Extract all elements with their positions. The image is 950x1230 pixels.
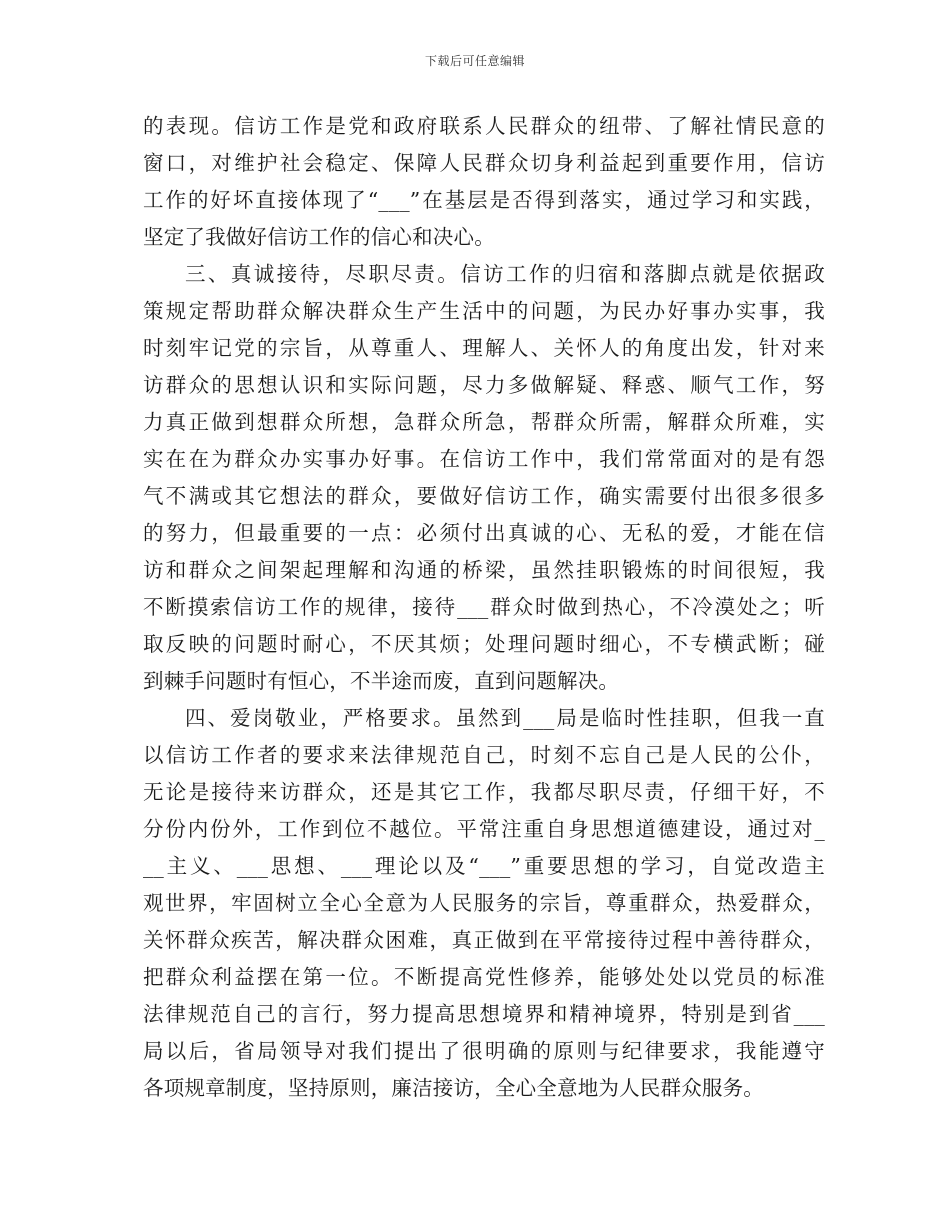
text-line: 观世界，牢固树立全心全意为人民服务的宗旨，尊重群众，热爱群众， <box>143 891 825 915</box>
header-note: 下载后可任意编辑 <box>424 54 525 68</box>
text-line: 访群众的思想认识和实际问题，尽力多做解疑、释惑、顺气工作，努 <box>143 373 825 397</box>
text-line: 无论是接待来访群众，还是其它工作，我都尽职尽责，仔细干好，不 <box>143 780 825 804</box>
text-line: 到棘手问题时有恒心，不半途而废，直到问题解决。 <box>143 669 620 693</box>
text-line: 各项规章制度，坚持原则，廉洁接访，全心全意地为人民群众服务。 <box>143 1076 764 1100</box>
text-line: __主义、___思想、___理论以及“___”重要思想的学习，自觉改造主 <box>143 854 825 878</box>
text-line: 策规定帮助群众解决群众生产生活中的问题，为民办好事办实事，我 <box>143 299 825 323</box>
text-line: 的表现。信访工作是党和政府联系人民群众的纽带、了解社情民意的 <box>143 114 825 138</box>
text-line: 窗口，对维护社会稳定、保障人民群众切身利益起到重要作用，信访 <box>143 151 825 175</box>
text-line: 关怀群众疾苦，解决群众困难，真正做到在平常接待过程中善待群众， <box>143 928 825 952</box>
text-line: 时刻牢记党的宗旨，从尊重人、理解人、关怀人的角度出发，针对来 <box>143 336 825 360</box>
text-line: 访和群众之间架起理解和沟通的桥梁，虽然挂职锻炼的时间很短，我 <box>143 558 825 582</box>
text-line: 局以后，省局领导对我们提出了很明确的原则与纪律要求，我能遵守 <box>143 1039 825 1063</box>
text-line: 坚定了我做好信访工作的信心和决心。 <box>143 225 495 249</box>
text-line: 法律规范自己的言行，努力提高思想境界和精神境界，特别是到省___ <box>143 1002 825 1026</box>
text-line: 以信访工作者的要求来法律规范自己，时刻不忘自己是人民的公仆， <box>143 743 825 767</box>
text-line: 取反映的问题时耐心，不厌其烦；处理问题时细心，不专横武断；碰 <box>143 632 825 656</box>
body-text <box>143 108 825 1107</box>
text-line: 把群众利益摆在第一位。不断提高党性修养，能够处处以党员的标准 <box>143 965 825 989</box>
text-line: 的努力，但最重要的一点：必须付出真诚的心、无私的爱，才能在信 <box>143 521 825 545</box>
text-line: 三、真诚接待，尽职尽责。信访工作的归宿和落脚点就是依据政 <box>185 262 825 286</box>
text-line: 工作的好坏直接体现了“___”在基层是否得到落实，通过学习和实践， <box>143 188 825 212</box>
text-line: 四、爱岗敬业，严格要求。虽然到___局是临时性挂职，但我一直 <box>185 706 825 730</box>
text-line: 实在在为群众办实事办好事。在信访工作中，我们常常面对的是有怨 <box>143 447 825 471</box>
text-line: 不断摸索信访工作的规律，接待___群众时做到热心，不冷漠处之；听 <box>143 595 825 619</box>
text-line: 气不满或其它想法的群众，要做好信访工作，确实需要付出很多很多 <box>143 484 825 508</box>
text-line: 分份内份外，工作到位不越位。平常注重自身思想道德建设，通过对_ <box>143 817 825 841</box>
text-line: 力真正做到想群众所想，急群众所急，帮群众所需，解群众所难，实 <box>143 410 825 434</box>
